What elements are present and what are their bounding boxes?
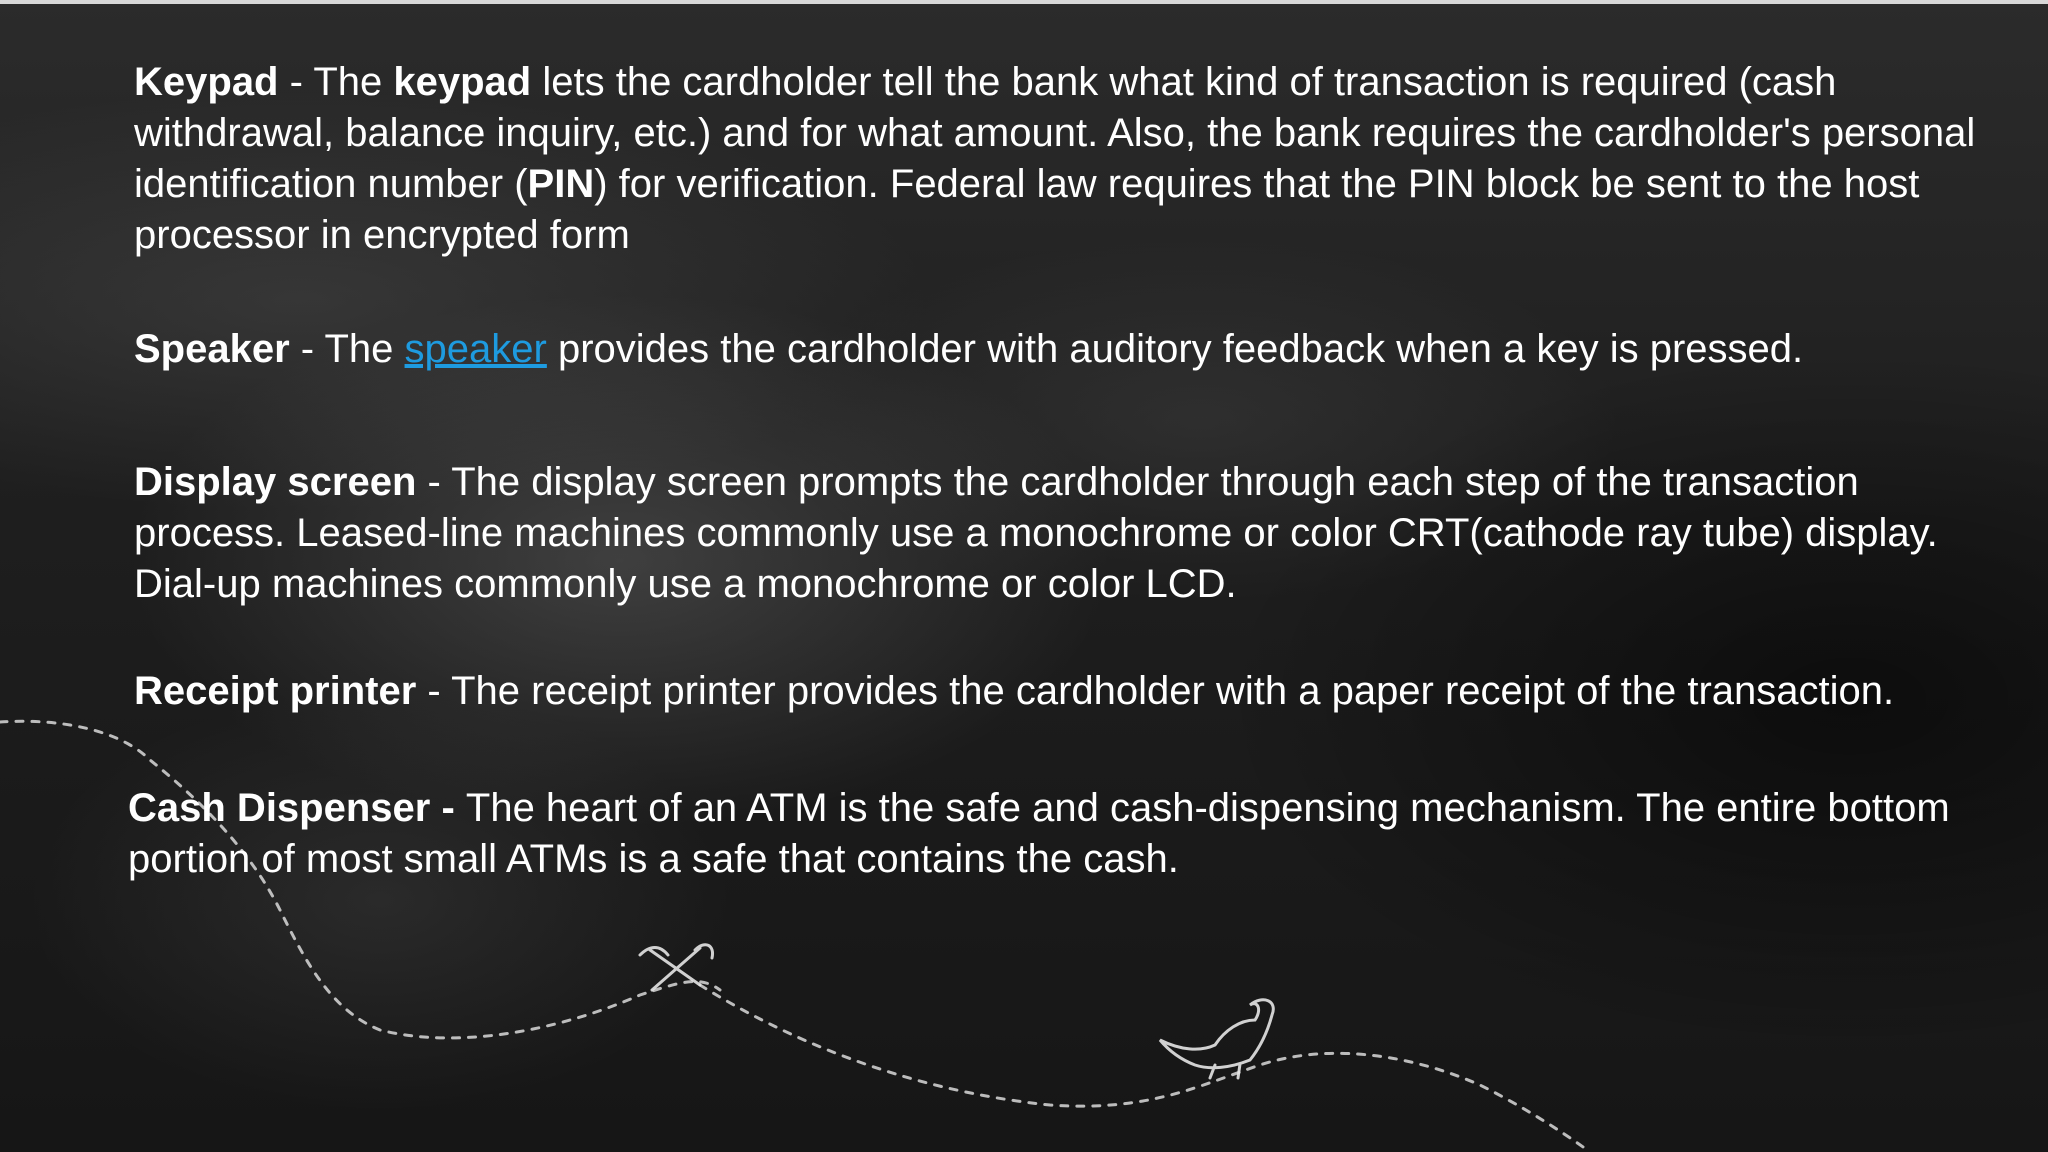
separator: - The <box>278 60 394 104</box>
term-keypad: Keypad <box>134 60 279 104</box>
dotted-path-right <box>700 985 1590 1152</box>
keypad-text-b: ) for verification. Federal law requires that the PIN block be sent to the host processor in encrypted form <box>134 162 1920 257</box>
receipt-text: - The receipt printer provides the cardholder with a paper receipt of the transaction. <box>416 669 1895 713</box>
keypad-text-a: lets the cardholder tell the bank what kind of transaction is required (cash withdrawal, balance inquiry, etc.) and for what amount. Also, the bank requires the cardholder's personal identification number ( <box>134 60 1976 206</box>
paragraph-speaker <box>134 324 2014 375</box>
paragraph-keypad <box>134 57 2014 261</box>
term-keypad-inline: keypad <box>393 60 532 104</box>
term-pin: PIN <box>527 162 595 206</box>
dinosaur-icon <box>1160 1000 1273 1078</box>
separator: - The <box>289 327 405 371</box>
term-display-screen: Display screen <box>134 460 417 504</box>
cash-text: The heart of an ATM is the safe and cash-dispensing mechanism. The entire bottom portion of most small ATMs is a safe that contains the cash. <box>128 786 1950 881</box>
paragraph-display-screen <box>134 457 2014 610</box>
paragraph-receipt-printer <box>134 666 2014 717</box>
display-text: - The display screen prompts the cardholder through each step of the transaction process. Leased-line machines commonly use a monochrome or color CRT(cathode ray tube) display. Dial-up machines commonly use a monochrome or color LCD. <box>134 460 1938 606</box>
term-cash-dispenser: Cash Dispenser - <box>128 786 466 830</box>
term-receipt-printer: Receipt printer <box>134 669 417 713</box>
speaker-text: provides the cardholder with auditory feedback when a key is pressed. <box>546 327 1804 371</box>
speaker-link[interactable]: speaker <box>404 327 547 371</box>
term-speaker: Speaker <box>134 327 290 371</box>
paragraph-cash-dispenser <box>128 783 2008 885</box>
